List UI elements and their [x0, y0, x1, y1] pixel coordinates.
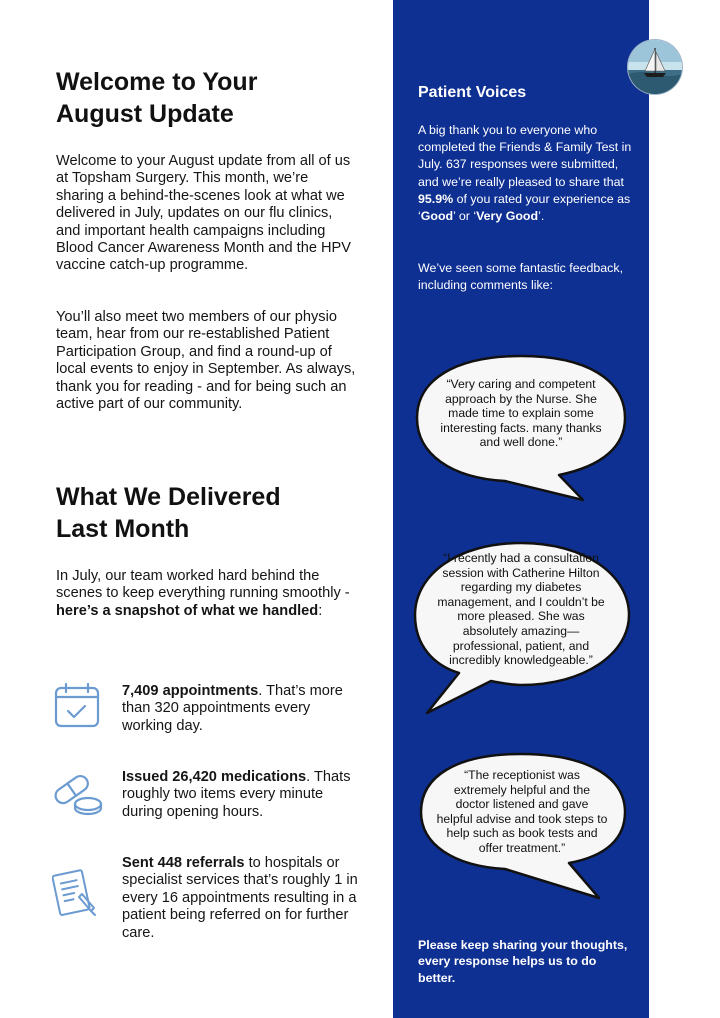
intro-percentage: 95.9%	[418, 191, 454, 206]
welcome-paragraph-1: Welcome to your August update from all of us at Topsham Surgery. This month, we’re sharing a behind-the-scenes look at what we delivered in July, updates on our flu clinics, and important health campaigns including Blood Cancer Awareness Month and the HPV vaccine catch-up programme.	[56, 153, 352, 274]
intro-text-3: ’ or ‘	[453, 209, 477, 224]
intro-very-good: Very Good	[476, 209, 539, 224]
delivered-intro	[56, 568, 356, 620]
stat-appointments	[122, 683, 358, 735]
patient-voices-closing: Please keep sharing your thoughts, every response helps us to do better.	[418, 938, 628, 985]
welcome-title-line1: Welcome to Your	[56, 68, 258, 96]
stat-referrals	[122, 855, 358, 942]
delivered-title-line2: Last Month	[56, 515, 190, 543]
sailboat-logo-icon	[628, 40, 682, 94]
welcome-paragraph-2: You’ll also meet two members of our physio team, hear from our re-established Patient Participation Group, and find a round-up of local events to enjoy in September. As always, thank you for reading - and for being such an active part of our community.	[56, 309, 356, 413]
stat-appointments-text: . That’s more than 320 appointments every working day.	[122, 683, 343, 734]
intro-text-4: ’.	[538, 209, 545, 224]
quote-3: “The receptionist was extremely helpful and the doctor listened and gave helpful advise and took steps to help such as book tests and offer treatment.”	[436, 768, 608, 855]
referral-document-icon	[52, 866, 102, 916]
stat-referrals-bold: Sent 448 referrals	[122, 855, 245, 871]
delivered-title-line1: What We Delivered	[56, 483, 281, 511]
patient-voices-intro-2: We’ve seen some fantastic feedback, including comments like:	[418, 261, 624, 293]
stat-medications-text: . Thats roughly two items every minute during opening hours.	[122, 769, 351, 820]
quote-1: “Very caring and competent approach by the Nurse. She made time to explain some interesting facts. many thanks and well done.”	[440, 377, 602, 450]
intro-good: Good	[420, 209, 454, 224]
stat-appointments-bold: 7,409 appointments	[122, 683, 259, 699]
welcome-title	[56, 66, 376, 130]
stat-medications-bold: Issued 26,420 medications	[122, 769, 307, 785]
stat-medications	[122, 769, 358, 821]
delivered-title	[56, 481, 376, 545]
intro-text-1: A big thank you to everyone who completed the Friends & Family Test in July. 637 responses were submitted, and we’re really pleased to share that	[418, 123, 632, 189]
calendar-check-icon	[52, 682, 102, 732]
delivered-intro-end: :	[318, 602, 323, 619]
delivered-intro-text: In July, our team worked hard behind the scenes to keep everything running smoothly -	[56, 568, 350, 602]
pills-icon	[52, 770, 102, 820]
stat-referrals-text: to hospitals or specialist services that’s roughly 1 in every 16 appointments resulting in a patient being referred on for further care.	[122, 855, 358, 941]
patient-voices-title: Patient Voices	[418, 84, 527, 101]
patient-voices-intro	[418, 122, 633, 225]
welcome-title-line2: August Update	[56, 100, 234, 128]
intro-text-2: of you rated your experience as ‘	[418, 191, 631, 224]
delivered-intro-bold: here’s a snapshot of what we handled	[56, 602, 319, 619]
quote-2: “I recently had a consultation session with Catherine Hilton regarding my diabetes management, and I couldn’t be more pleased. She was absolutely amazing—professional, patient, and incredibly knowledgeable.”	[437, 551, 605, 668]
